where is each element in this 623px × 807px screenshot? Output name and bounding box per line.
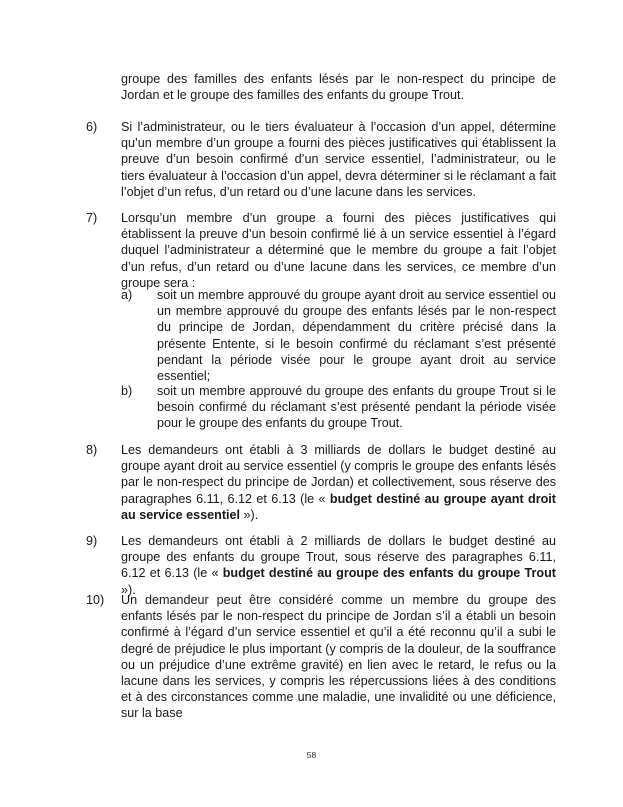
paragraph-number: 8) xyxy=(86,443,98,457)
subparagraph-letter: a) xyxy=(121,288,133,302)
text-run: Les demandeurs ont établi à 3 milliards de dollars le budget destiné au groupe ayant droit au service essentiel (y compris le groupe des enfants lésés par le non-respect du principe de Jordan) et collectivement, sous réserve des paragraphes 6.11, 6.12 et 6.13 (le « xyxy=(121,443,556,506)
paragraph-text: Si l’administrateur, ou le tiers évaluateur à l’occasion d’un appel, détermine qu’un membre d’un groupe a fourni des pièces justificatives qui établissent la preuve d’un besoin confirmé d’un service essentiel, l’administrateur, ou le tiers évaluateur à l’occasion d’un appel, devra déterminer si le réclamant a fait l’objet d’un refus, d’un retard ou d’une lacune dans les services. xyxy=(121,120,556,199)
paragraph-text: Lorsqu’un membre d’un groupe a fourni des pièces justificatives qui établissent la preuve d’un besoin confirmé lié à un service essentiel à l’égard duquel l’administrateur a déterminé que le membre du groupe a fait l’objet d’un refus, d’un retard ou d’une lacune dans les services, ce membre d’un groupe sera : xyxy=(121,211,556,290)
subparagraph-letter: b) xyxy=(121,384,133,398)
paragraph-10 xyxy=(86,592,556,722)
defined-term: budget destiné au groupe ayant droit au service essentiel xyxy=(121,491,557,522)
paragraph-number: 7) xyxy=(86,211,98,225)
paragraph-6 xyxy=(86,119,556,200)
paragraph-text: Un demandeur peut être considéré comme un membre du groupe des enfants lésés par le non-respect du principe de Jordan s’il a établi un besoin confirmé à l’égard d’un service essentiel et qu’il a été reconnu qu’il a subi le degré de préjudice le plus important (y compris de la douleur, de la souffrance ou un préjudice d’une extrême gravité) en lien avec le retard, le refus ou la lacune dans les services, y compris les répercussions liées à des conditions et à des circonstances comme une maladie, une invalidité ou une déficience, sur la base xyxy=(121,593,556,721)
paragraph-number: 10) xyxy=(86,593,105,607)
page-number: 58 xyxy=(306,750,317,760)
text-run: »). xyxy=(240,507,259,522)
paragraph-number: 9) xyxy=(86,534,98,548)
subparagraph-b xyxy=(121,383,556,432)
paragraph-8 xyxy=(86,442,556,523)
text-run: Les demandeurs ont établi à 2 milliards de dollars le budget destiné au groupe des enfants du groupe Trout, sous réserve des paragraphes 6.11, 6.12 et 6.13 (le « xyxy=(121,534,556,581)
defined-term: budget destiné au groupe des enfants du groupe Trout xyxy=(222,566,556,581)
paragraph-7 xyxy=(86,210,556,291)
paragraph-number: 6) xyxy=(86,120,98,134)
subparagraph-text: soit un membre approuvé du groupe des enfants du groupe Trout si le besoin confirmé du réclamant s’est présenté pendant la période visée pour le groupe des enfants du groupe Trout. xyxy=(157,384,556,431)
continuation-text: groupe des familles des enfants lésés par le non-respect du principe de Jordan et le groupe des familles des enfants du groupe Trout. xyxy=(121,72,556,103)
paragraph-9 xyxy=(86,533,556,598)
paragraph-text xyxy=(121,533,556,598)
subparagraph-a xyxy=(121,287,556,384)
paragraph-text xyxy=(121,442,556,523)
text-run: »). xyxy=(121,582,136,597)
subparagraph-text: soit un membre approuvé du groupe ayant droit au service essentiel ou un membre approuvé du groupe des enfants lésés par le non-respect du principe de Jordan, dépendamment du critère précisé dans la présente Entente, si le besoin confirmé du réclamant s’est présenté pendant la période visée pour le groupe ayant droit au service essentiel; xyxy=(157,288,556,384)
